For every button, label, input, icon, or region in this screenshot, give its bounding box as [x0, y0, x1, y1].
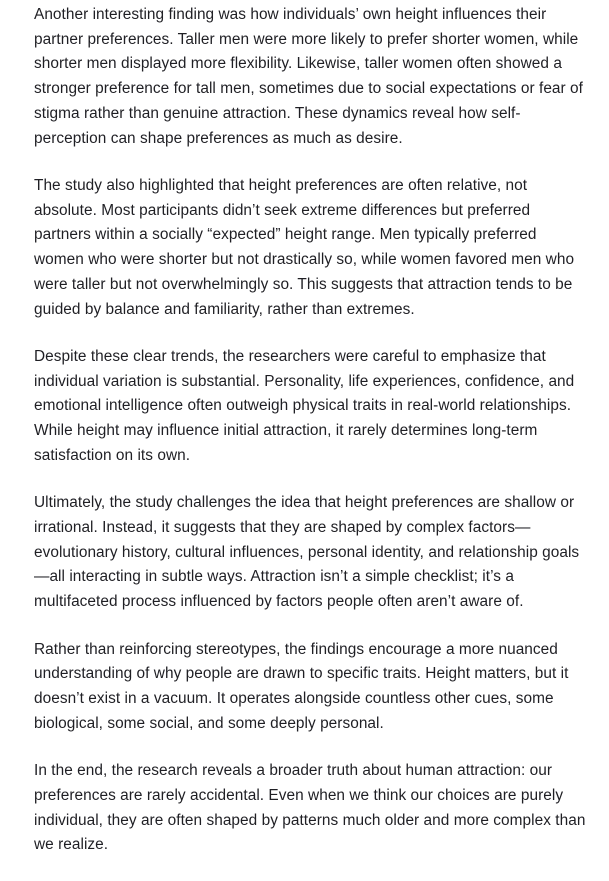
paragraph-individual-variation: Despite these clear trends, the researchers were careful to emphasize that individual variation is substantial. Personality, life experiences, confidence, and emotional intelligence often outweigh physical traits in real-world relationships. While height may influence initial attraction, it rarely determines long-term satisfaction on its own. — [34, 348, 575, 464]
paragraph-self-height: Another interesting finding was how individuals’ own height influences their partner preferences. Taller men were more likely to prefer shorter women, while shorter men displayed more flexibility. Likewise, taller women often showed a stronger preference for tall men, sometimes due to social expectations or fear of stigma rather than genuine attraction. These dynamics reveal how self-perception can shape preferences as much as desire. — [34, 6, 583, 147]
article-body — [34, 3, 590, 881]
paragraph-complex-factors: Ultimately, the study challenges the idea that height preferences are shallow or irrational. Instead, it suggests that they are shaped by complex factors—evolutionary history, cultural influences, personal identity, and relationship goals—all interacting in subtle ways. Attraction isn’t a simple checklist; it’s a multifaceted process influenced by factors people often aren’t aware of. — [34, 494, 580, 611]
paragraph-nuanced-understanding: Rather than reinforcing stereotypes, the findings encourage a more nuanced understanding of why people are drawn to specific traits. Height matters, but it doesn’t exist in a vacuum. It operates alongside countless other cues, some biological, some social, and some deeply personal. — [34, 640, 569, 732]
paragraph-conclusion: In the end, the research reveals a broader truth about human attraction: our preferences are rarely accidental. Even when we think our choices are purely individual, they are often shaped by patterns much older and more complex than we realize. — [34, 762, 586, 854]
paragraph-relative-preferences: The study also highlighted that height preferences are often relative, not absolute. Most participants didn’t seek extreme differences but preferred partners within a socially “expected” height range. Men typically preferred women who were shorter but not drastically so, while women favored men who were taller but not overwhelmingly so. This suggests that attraction tends to be guided by balance and familiarity, rather than extremes. — [34, 177, 575, 318]
